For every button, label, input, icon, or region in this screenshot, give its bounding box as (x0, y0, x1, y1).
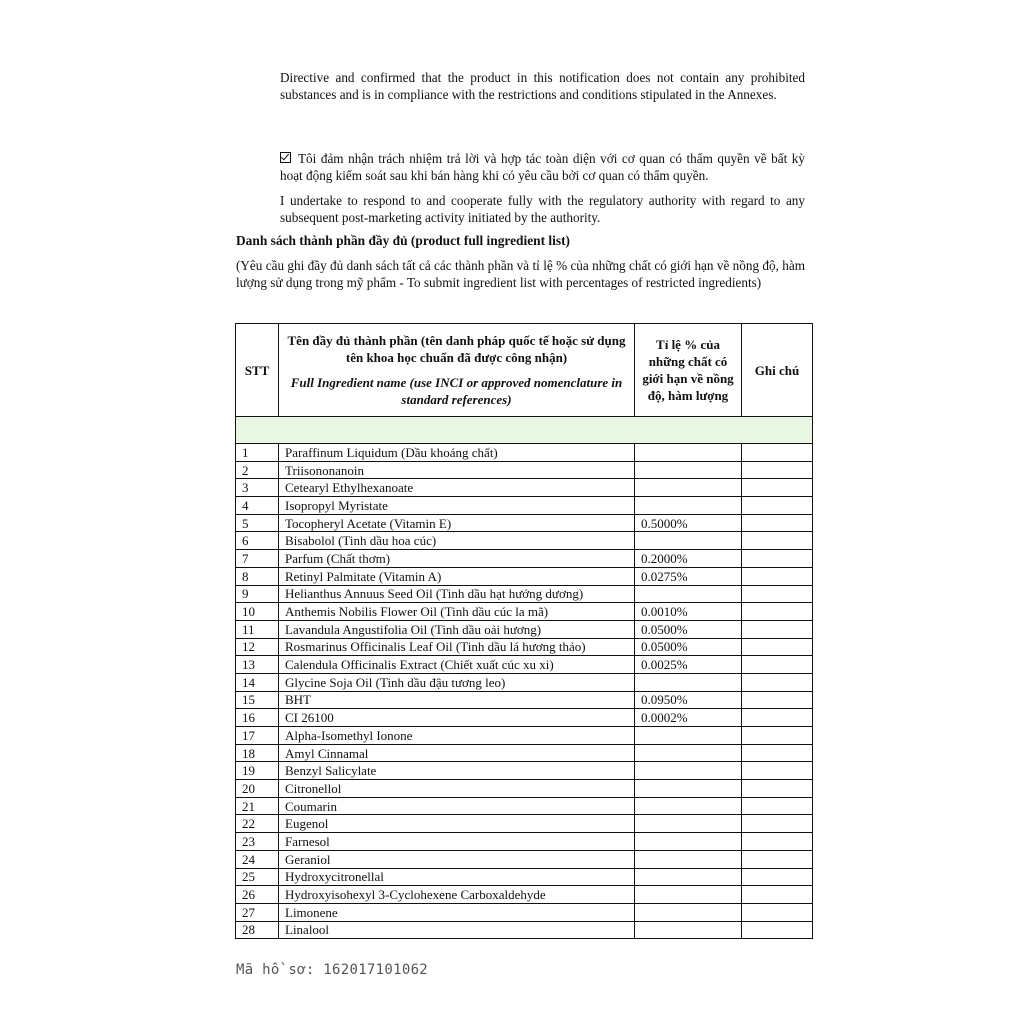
cell-stt: 1 (236, 444, 279, 462)
cell-note (742, 797, 813, 815)
undertaking-paragraph-vi (280, 150, 805, 184)
cell-note (742, 886, 813, 904)
cell-percent (635, 497, 742, 515)
cell-percent (635, 744, 742, 762)
cell-ingredient-name: Lavandula Angustifolia Oil (Tinh dầu oải hương) (279, 620, 635, 638)
table-row (236, 903, 813, 921)
ingredient-table (235, 323, 813, 939)
cell-percent (635, 780, 742, 798)
cell-stt: 6 (236, 532, 279, 550)
cell-ingredient-name: Hydroxycitronellal (279, 868, 635, 886)
cell-note (742, 550, 813, 568)
cell-note (742, 673, 813, 691)
table-row (236, 550, 813, 568)
cell-percent (635, 585, 742, 603)
table-row (236, 514, 813, 532)
cell-ingredient-name: Cetearyl Ethylhexanoate (279, 479, 635, 497)
cell-percent (635, 461, 742, 479)
cell-stt: 4 (236, 497, 279, 515)
cell-stt: 25 (236, 868, 279, 886)
cell-percent: 0.0950% (635, 691, 742, 709)
cell-percent (635, 444, 742, 462)
cell-stt: 22 (236, 815, 279, 833)
table-row (236, 868, 813, 886)
table-row (236, 780, 813, 798)
cell-percent (635, 797, 742, 815)
cell-note (742, 532, 813, 550)
cell-percent (635, 886, 742, 904)
cell-stt: 16 (236, 709, 279, 727)
cell-stt: 10 (236, 603, 279, 621)
undertaking-paragraph-en: I undertake to respond to and cooperate fully with the regulatory authority with regard to any subsequent post-marketing activity initiated by the authority. (280, 193, 805, 225)
cell-ingredient-name: Bisabolol (Tinh dầu hoa cúc) (279, 532, 635, 550)
cell-stt: 18 (236, 744, 279, 762)
cell-note (742, 744, 813, 762)
table-row (236, 532, 813, 550)
cell-ingredient-name: Anthemis Nobilis Flower Oil (Tinh dầu cúc la mã) (279, 603, 635, 621)
table-row (236, 567, 813, 585)
header-percent: Tỉ lệ % của những chất có giới hạn về nồng độ, hàm lượng (635, 324, 742, 417)
cell-percent: 0.0025% (635, 656, 742, 674)
cell-percent (635, 532, 742, 550)
cell-percent (635, 903, 742, 921)
cell-percent (635, 479, 742, 497)
cell-note (742, 850, 813, 868)
header-name-vi: Tên đầy đủ thành phần (tên danh pháp quốc tế hoặc sử dụng tên khoa học chuẩn đã được công nhận) (287, 333, 626, 365)
cell-percent: 0.0500% (635, 638, 742, 656)
cell-ingredient-name: Geraniol (279, 850, 635, 868)
cell-percent (635, 868, 742, 886)
cell-ingredient-name: Coumarin (279, 797, 635, 815)
cell-ingredient-name: BHT (279, 691, 635, 709)
cell-ingredient-name: Isopropyl Myristate (279, 497, 635, 515)
cell-stt: 14 (236, 673, 279, 691)
cell-ingredient-name: Benzyl Salicylate (279, 762, 635, 780)
cell-stt: 8 (236, 567, 279, 585)
cell-ingredient-name: Rosmarinus Officinalis Leaf Oil (Tinh dầu lá hương thảo) (279, 638, 635, 656)
cell-stt: 15 (236, 691, 279, 709)
cell-stt: 24 (236, 850, 279, 868)
cell-ingredient-name: Glycine Soja Oil (Tinh dầu đậu tương leo) (279, 673, 635, 691)
cell-percent (635, 727, 742, 745)
cell-ingredient-name: Tocopheryl Acetate (Vitamin E) (279, 514, 635, 532)
table-row (236, 656, 813, 674)
cell-ingredient-name: Limonene (279, 903, 635, 921)
table-row (236, 444, 813, 462)
cell-note (742, 762, 813, 780)
table-row (236, 479, 813, 497)
table-row (236, 921, 813, 939)
cell-ingredient-name: Citronellol (279, 780, 635, 798)
cell-ingredient-name: Eugenol (279, 815, 635, 833)
cell-stt: 12 (236, 638, 279, 656)
table-row (236, 585, 813, 603)
cell-note (742, 620, 813, 638)
highlight-band-cell (236, 417, 813, 444)
table-row (236, 497, 813, 515)
cell-stt: 5 (236, 514, 279, 532)
cell-stt: 27 (236, 903, 279, 921)
table-row (236, 638, 813, 656)
cell-note (742, 727, 813, 745)
cell-ingredient-name: Farnesol (279, 833, 635, 851)
cell-note (742, 833, 813, 851)
table-row (236, 727, 813, 745)
cell-ingredient-name: Linalool (279, 921, 635, 939)
cell-note (742, 868, 813, 886)
checked-box-icon (280, 152, 291, 163)
table-row (236, 833, 813, 851)
cell-percent: 0.5000% (635, 514, 742, 532)
cell-note (742, 815, 813, 833)
cell-note (742, 567, 813, 585)
cell-percent (635, 850, 742, 868)
table-row (236, 744, 813, 762)
table-row (236, 797, 813, 815)
cell-stt: 28 (236, 921, 279, 939)
cell-ingredient-name: Parfum (Chất thơm) (279, 550, 635, 568)
cell-percent: 0.0002% (635, 709, 742, 727)
undertaking-text-vi: Tôi đảm nhận trách nhiệm trả lời và hợp tác toàn diện với cơ quan có thẩm quyền về bất kỳ hoạt động kiểm soát sau khi bán hàng khi có yêu cầu bởi cơ quan có thẩm quyền. (280, 151, 805, 183)
cell-percent: 0.0010% (635, 603, 742, 621)
cell-note (742, 638, 813, 656)
cell-ingredient-name: Retinyl Palmitate (Vitamin A) (279, 567, 635, 585)
cell-stt: 21 (236, 797, 279, 815)
cell-percent: 0.0275% (635, 567, 742, 585)
cell-ingredient-name: Triisononanoin (279, 461, 635, 479)
cell-stt: 26 (236, 886, 279, 904)
cell-stt: 17 (236, 727, 279, 745)
cell-ingredient-name: Helianthus Annuus Seed Oil (Tinh dầu hạt hướng dương) (279, 585, 635, 603)
cell-stt: 20 (236, 780, 279, 798)
cell-percent (635, 921, 742, 939)
header-stt: STT (236, 324, 279, 417)
cell-percent (635, 833, 742, 851)
ingredient-list-heading: Danh sách thành phần đầy đủ (product full ingredient list) (236, 233, 570, 248)
cell-note (742, 921, 813, 939)
table-header-row (236, 324, 813, 417)
cell-note (742, 444, 813, 462)
cell-ingredient-name: Paraffinum Liquidum (Dầu khoáng chất) (279, 444, 635, 462)
table-row (236, 762, 813, 780)
cell-percent: 0.2000% (635, 550, 742, 568)
highlight-band-row (236, 417, 813, 444)
cell-percent (635, 815, 742, 833)
cell-stt: 11 (236, 620, 279, 638)
table-row (236, 603, 813, 621)
cell-stt: 2 (236, 461, 279, 479)
table-row (236, 815, 813, 833)
cell-note (742, 514, 813, 532)
cell-ingredient-name: Alpha-Isomethyl Ionone (279, 727, 635, 745)
ingredient-list-note: (Yêu cầu ghi đầy đủ danh sách tất cả các thành phần và tỉ lệ % của những chất có giới hạn về nồng độ, hàm lượng sử dụng trong mỹ phẩm - To submit ingredient list with percentages of restricted ingredients) (236, 258, 805, 290)
cell-stt: 3 (236, 479, 279, 497)
cell-stt: 9 (236, 585, 279, 603)
table-row (236, 850, 813, 868)
cell-note (742, 656, 813, 674)
cell-ingredient-name: Calendula Officinalis Extract (Chiết xuất cúc xu xi) (279, 656, 635, 674)
table-row (236, 673, 813, 691)
header-ingredient-name (279, 324, 635, 417)
cell-note (742, 903, 813, 921)
file-number: Mã hồ sơ: 162017101062 (236, 962, 429, 978)
cell-note (742, 709, 813, 727)
cell-note (742, 585, 813, 603)
cell-ingredient-name: Hydroxyisohexyl 3-Cyclohexene Carboxaldehyde (279, 886, 635, 904)
header-note: Ghi chú (742, 324, 813, 417)
cell-note (742, 691, 813, 709)
cell-note (742, 780, 813, 798)
cell-stt: 7 (236, 550, 279, 568)
cell-stt: 19 (236, 762, 279, 780)
cell-note (742, 497, 813, 515)
cell-stt: 13 (236, 656, 279, 674)
cell-percent (635, 673, 742, 691)
table-row (236, 691, 813, 709)
table-row (236, 709, 813, 727)
cell-percent: 0.0500% (635, 620, 742, 638)
table-row (236, 461, 813, 479)
cell-percent (635, 762, 742, 780)
cell-ingredient-name: CI 26100 (279, 709, 635, 727)
cell-note (742, 479, 813, 497)
table-row (236, 620, 813, 638)
cell-note (742, 603, 813, 621)
cell-note (742, 461, 813, 479)
table-row (236, 886, 813, 904)
cell-stt: 23 (236, 833, 279, 851)
cell-ingredient-name: Amyl Cinnamal (279, 744, 635, 762)
header-name-en: Full Ingredient name (use INCI or approved nomenclature in standard references) (290, 375, 623, 407)
compliance-paragraph: Directive and confirmed that the product in this notification does not contain any prohibited substances and is in compliance with the restrictions and conditions stipulated in the Annexes. (280, 70, 805, 102)
